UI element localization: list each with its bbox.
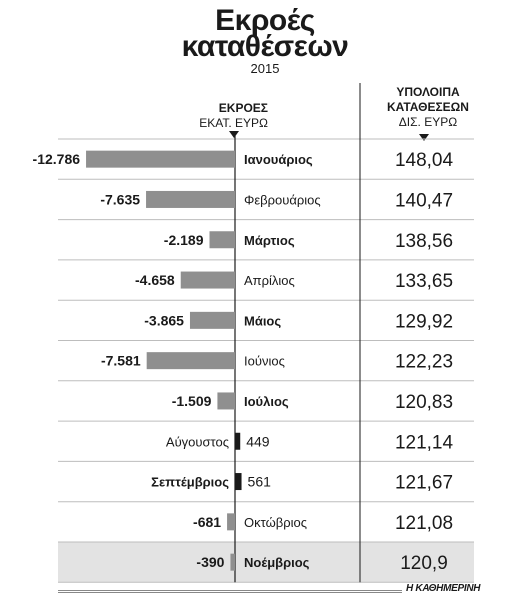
outflow-value-label: -2.189 <box>163 231 204 248</box>
outflow-bar <box>209 231 235 248</box>
balance-value-label: 121,08 <box>394 512 454 534</box>
outflow-bar <box>190 312 235 329</box>
chart-title-line1: Εκροές <box>215 4 315 37</box>
month-label: Ιανουάριος <box>244 152 313 168</box>
footer-divider <box>58 590 402 593</box>
balance-value-label: 138,56 <box>394 230 454 252</box>
balance-value-label: 120,83 <box>394 391 454 413</box>
outflow-bar <box>147 352 235 369</box>
inflow-bar <box>235 473 242 490</box>
source-credit: Η ΚΑΘΗΜΕΡΙΝΗ <box>406 583 481 594</box>
outflow-value-label: -7.635 <box>100 191 141 208</box>
outflow-bar <box>227 513 235 530</box>
month-label: Μάρτιος <box>244 232 295 248</box>
month-label: Μάιος <box>244 313 282 329</box>
outflow-value-label: 561 <box>247 473 271 490</box>
balance-value-label: 148,04 <box>394 150 454 172</box>
month-label: Απρίλιος <box>244 273 295 289</box>
inflow-bar <box>235 433 240 450</box>
outflow-value-label: -1.509 <box>171 392 212 409</box>
balance-header-line2: ΚΑΤΑΘΕΣΕΩΝ <box>387 100 469 114</box>
balance-value-label: 140,47 <box>394 190 454 212</box>
balance-value-label: 129,92 <box>394 311 454 333</box>
outflow-bar <box>230 554 235 571</box>
balance-value-label: 133,65 <box>394 271 454 293</box>
month-label: Ιούλιος <box>244 393 289 409</box>
outflow-bar <box>86 151 235 168</box>
outflow-header-line1: ΕΚΡΟΕΣ <box>218 101 268 115</box>
chart-title-line2: καταθέσεων <box>181 30 349 63</box>
outflow-value-label: 449 <box>246 433 270 450</box>
balance-value-label: 121,67 <box>394 472 454 494</box>
outflow-value-label: -390 <box>196 554 225 571</box>
outflow-value-label: -681 <box>193 513 222 530</box>
month-label: Αύγουστος <box>165 434 229 450</box>
balance-header-line1: ΥΠΟΛΟΙΠΑ <box>396 85 460 99</box>
balance-header-line3: ΔΙΣ. ΕΥΡΩ <box>398 115 458 129</box>
outflow-bar <box>146 191 235 208</box>
outflow-header-line2: ΕΚΑΤ. ΕΥΡΩ <box>199 116 268 130</box>
outflow-value-label: -7.581 <box>100 352 141 369</box>
month-label: Νοέμβριος <box>244 555 310 571</box>
outflow-value-label: -4.658 <box>135 272 175 289</box>
month-label: Οκτώβριος <box>244 514 307 530</box>
balance-value-label: 120,9 <box>400 553 448 575</box>
chart-subtitle: 2015 <box>250 61 280 76</box>
outflow-bar <box>181 272 235 289</box>
outflow-value-label: -3.865 <box>144 312 184 329</box>
balance-value-label: 122,23 <box>394 351 454 373</box>
month-label: Σεπτέμβριος <box>151 474 229 490</box>
balance-value-label: 121,14 <box>394 432 454 454</box>
outflow-value-label: -12.786 <box>32 151 81 168</box>
month-label: Φεβρουάριος <box>244 192 321 208</box>
month-label: Ιούνιος <box>244 353 285 369</box>
outflow-bar <box>217 392 235 409</box>
